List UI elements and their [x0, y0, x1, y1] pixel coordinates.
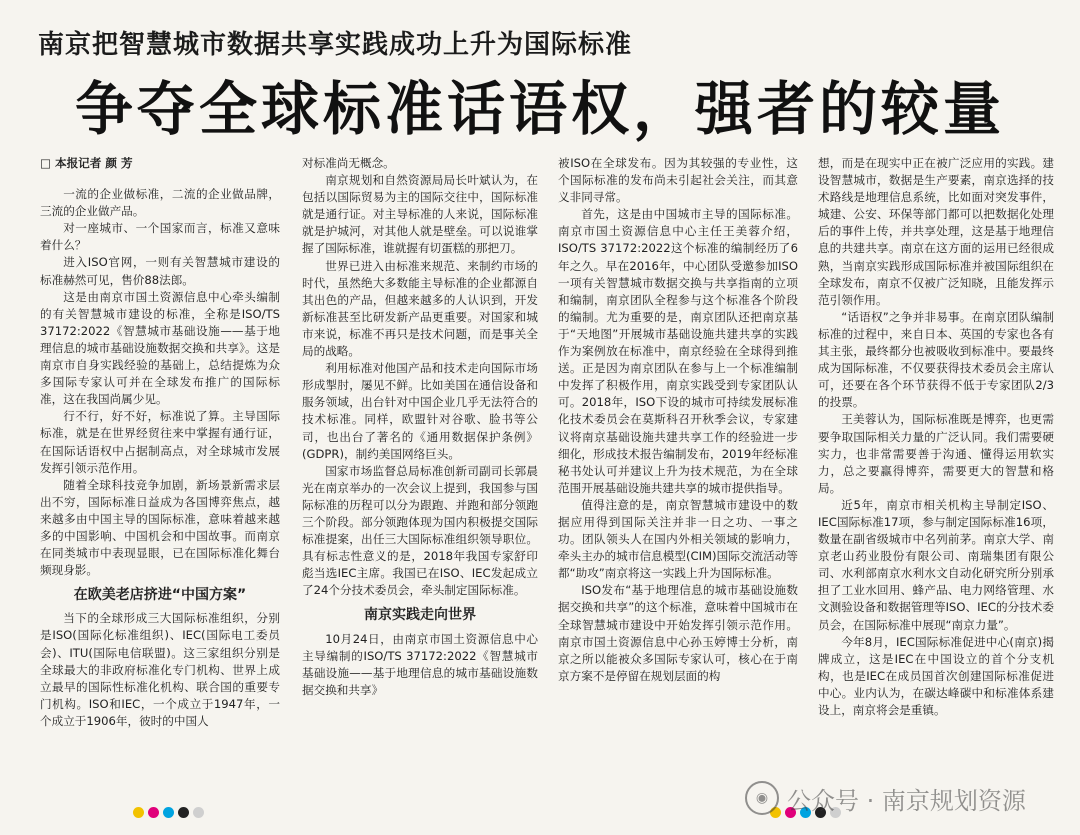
paragraph: 随着全球科技竞争加剧，新场景新需求层出不穷，国际标准日益成为各国博弈焦点，越来越多由中国主导的国际标准，意味着越来越多的中国影响、中国机会和中国故事。而南京在同类城市中表现显眼，已在国际标准化舞台频现身影。 [40, 477, 280, 578]
paragraph: 今年8月，IEC国际标准促进中心(南京)揭牌成立，这是IEC在中国设立的首个分支机构，也是IEC在成员国首次创建国际标准促进中心。业内认为，在碳达峰碳中和标准体系建设上，南京将会是重镇。 [818, 634, 1054, 717]
column-1 [40, 155, 280, 795]
paragraph: 世界已进入由标准来规范、来制约市场的时代，虽然绝大多数能主导标准的企业都源自其出色的产品，但越来越多的人认识到，开发新标准甚至比研发新产品更重要。对国家和城市来说，标准不再只是技术问题，而是事关全局的战略。 [302, 258, 538, 359]
wechat-logo-icon: ◉ [745, 781, 779, 815]
paragraph: 对一座城市、一个国家而言，标准又意味着什么？ [40, 221, 280, 253]
paragraph: 国家市场监督总局标准创新司副司长郭晨光在南京举办的一次会议上提到，我国参与国际标准的历程可以分为跟跑、并跑和部分领跑三个阶段。部分领跑体现为国内积极提交国际标准提案，出任三大国际标准组织领导职位。具有标志性意义的是，2018年我国专家舒印彪当选IEC主席。我国已在ISO、IEC发起成立了24个分技术委员会，牵头制定国际标准。 [302, 463, 538, 598]
headline: 争夺全球标准话语权，强者的较量 [74, 75, 1005, 143]
paragraph: 这是由南京市国土资源信息中心牵头编制的有关智慧城市建设的标准，全称是ISO/TS 37172:2022《智慧城市基础设施——基于地理信息的城市基础设施数据交换和共享》。这是南京市自身实践经验的基础上，总结提炼为众多国际专家认可并在全球发布推广的国际标准，这在我国尚属少见。 [40, 289, 280, 407]
paragraph: 南京规划和自然资源局局长叶斌认为，在包括以国际贸易为主的国际交往中，国际标准就是通行证。对主导标准的人来说，国际标准就是护城河，对其他人就是壁垒。可以说谁掌握了国际标准，谁就握有切蛋糕的那把刀。 [302, 173, 538, 256]
paragraph: 首先，这是由中国城市主导的国际标准。南京市国土资源信息中心主任王美蓉介绍，ISO/TS 37172:2022这个标准的编制经历了6年之久。早在2016年，中心团队受邀参加ISO一项有关智慧城市数据交换与共享指南的立项和编制，南京团队全程参与这个标准各个阶段的编制。尤为重要的是，南京团队还把南京基于“天地图”开展城市基础设施共建共享的实践作为案例放在标准中，南京经验在全球得到推送。正是因为南京团队在参与上一个标准编制中发挥了积极作用，南京实践受到专家团队认可。2018年，ISO下设的城市可持续发展标准化技术委员会在莫斯科召开秋季会议，专家建议将南京基础设施共建共享工作的经验进一步细化，形成技术报告编制发布，2019年经标准秘书处认可并建议上升为技术规范，为在全球范围开展基础设施共建共享的城市提供指导。 [558, 207, 798, 495]
paragraph-continued: 想，而是在现实中正在被广泛应用的实践。建设智慧城市，数据是生产要素，南京选择的技术路线是地理信息系统，比如面对突发事件，城建、公安、环保等部门都可以把数据化处理后的事件上传，并共享处理，这是基于地理信息的共建共享。南京在这方面的运用已经很成熟，当南京实践形成国际标准并被国际组织在全球发布，南京不仅被广泛知晓，且能发挥示范引领作用。 [818, 156, 1054, 307]
paragraph: “话语权”之争并非易事。在南京团队编制标准的过程中，来自日本、英国的专家也各有其主张，最终都分也被吸收到标准中。要最终成为国际标准，不仅要获得技术委员会主席认可，还要在各个环节获得不低于专家团队2/3的投票。 [818, 309, 1054, 410]
column-4 [818, 155, 1054, 795]
paragraph: 行不行，好不好，标准说了算。主导国际标准，就是在世界经贸往来中掌握有通行证，在国际话语权中占据制高点，对全球城市发展发挥引领示范作用。 [40, 409, 280, 475]
paragraph: 值得注意的是，南京智慧城市建设中的数据应用得到国际关注并非一日之功、一事之功。团队领头人在国内外相关领域的影响力，牵头主办的城市信息模型(CIM)国际交流活动等都“助攻”南京将这一实践上升为国际标准。 [558, 497, 798, 581]
paragraph: 近5年，南京市相关机构主导制定ISO、IEC国际标准17项，参与制定国际标准16项，数量在副省级城市中名列前茅。南京大学、南京老山药业股份有限公司、南瑞集团有限公司、水利部南京水利水文自动化研究所分别承担了工业水回用、蜂产品、电力网络管理、水文测验设备和数据管理等ISO、IEC的分技术委员会，在国际标准中展现“南京力量”。 [818, 497, 1054, 632]
subtitle: 南京把智慧城市数据共享实践成功上升为国际标准 [38, 30, 633, 60]
section-heading: 在欧美老店挤进“中国方案” [73, 587, 247, 604]
paragraph-continued: 被ISO在全球发布。因为其较强的专业性，这个国际标准的发布尚未引起社会关注，而其意义非同寻常。 [558, 156, 798, 205]
paragraph: 利用标准对他国产品和技术走向国际市场形成掣肘，屡见不鲜。比如美国在通信设备和服务领域，出台针对中国企业几乎无法符合的技术标准。同样，欧盟针对谷歌、脸书等公司，也出台了著名的《通用数据保护条例》(GDPR)，制约美国网络巨头。 [302, 361, 538, 461]
watermark [745, 778, 1065, 818]
byline: □ 本报记者 颜 芳 [40, 156, 133, 170]
registration-dot [133, 807, 144, 818]
paragraph: 一流的企业做标准，二流的企业做品牌，三流的企业做产品。 [40, 187, 280, 219]
watermark-text: 公众号 · 南京规划资源 [787, 786, 1026, 815]
registration-dot [148, 807, 159, 818]
registration-dot [163, 807, 174, 818]
registration-dot [193, 807, 204, 818]
registration-marks-left [133, 807, 204, 818]
paragraph: 王美蓉认为，国际标准既是博弈，也更需要争取国际相关力量的广泛认同。我们需要硬实力，也非常需要善于沟通、懂得运用软实力，总之要赢得博弈，需要更大的智慧和格局。 [818, 412, 1054, 495]
column-2 [302, 155, 538, 795]
paragraph: 当下的全球形成三大国际标准组织，分别是ISO(国际化标准组织)、IEC(国际电工委员会)、ITU(国际电信联盟)。这三家组织分别是全球最大的非政府标准化专门机构、世界上成立最早的国际性标准化机构、联合国的重要专门机构。ISO和IEC，一个成立于1947年，一个成立于1906年，彼时的中国人 [40, 611, 280, 728]
paragraph: ISO发布“基于地理信息的城市基础设施数据交换和共享”的这个标准，意味着中国城市在全球智慧城市建设中开始发挥引领示范作用。南京市国土资源信息中心孙玉婷博士分析，南京之所以能被众多国际专家认可，核心在于南京方案不是停留在规划层面的构 [558, 583, 798, 683]
paragraph: 10月24日，由南京市国土资源信息中心主导编制的ISO/TS 37172:2022《智慧城市基础设施——基于地理信息的城市基础设施数据交换和共享》 [302, 631, 538, 697]
paragraph-continued: 对标准尚无概念。 [302, 156, 395, 170]
paragraph: 进入ISO官网，一则有关智慧城市建设的标准赫然可见，售价88法郎。 [40, 255, 280, 287]
section-heading: 南京实践走向世界 [364, 607, 476, 624]
column-3 [558, 155, 798, 795]
registration-dot [178, 807, 189, 818]
